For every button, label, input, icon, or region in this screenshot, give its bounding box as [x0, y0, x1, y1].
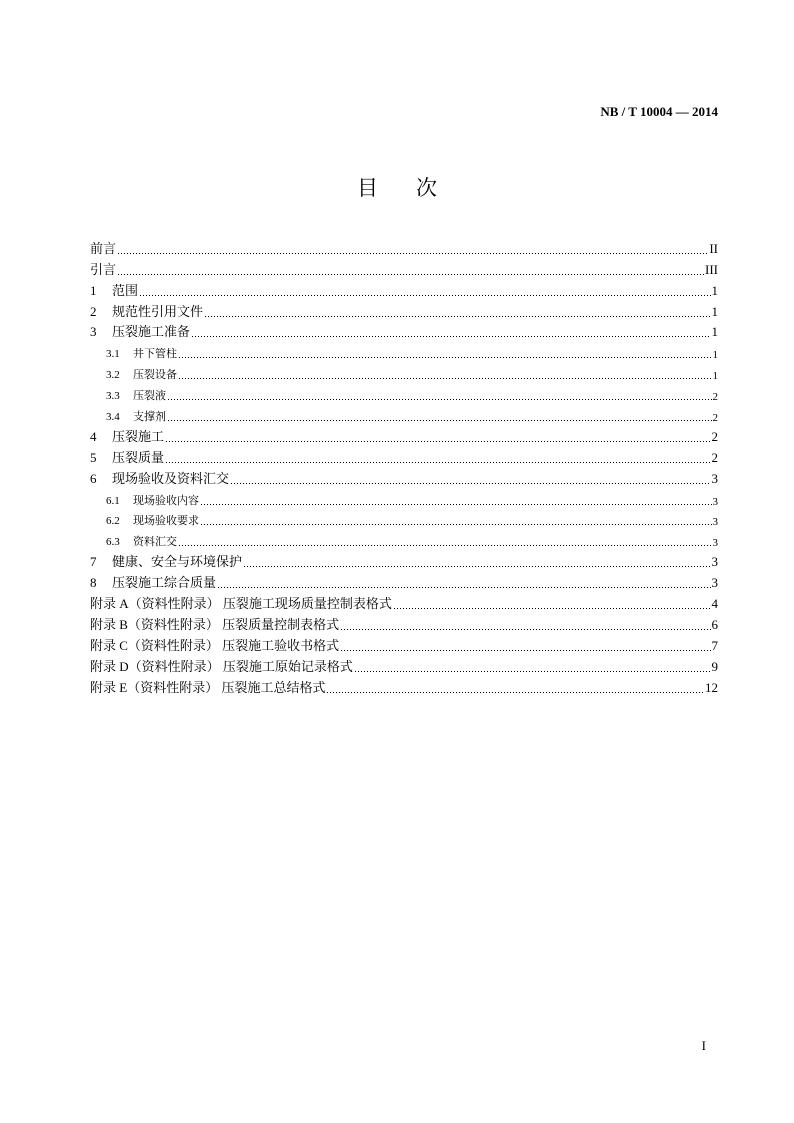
toc-entry-page: 1 [711, 303, 718, 319]
toc-entry-text: 附录 D（资料性附录） 压裂施工原始记录格式 [90, 658, 353, 674]
toc-entry-page: 1 [711, 324, 718, 340]
dot-leader [191, 325, 710, 338]
toc-entry-page: 2 [712, 412, 718, 425]
toc-entry-page: II [709, 240, 718, 256]
toc-entry-text: 支撑剂 [133, 411, 166, 424]
toc-entry-number: 3.4 [106, 411, 120, 424]
toc-entry-page: 2 [711, 428, 718, 444]
toc-entry[interactable] [90, 633, 718, 654]
toc-entry-page: 3 [712, 537, 718, 550]
toc-entry-text: 附录 C（资料性附录） 压裂施工验收书格式 [90, 637, 340, 653]
toc-entry-label [90, 301, 203, 320]
toc-entry-number: 7 [90, 554, 97, 570]
dot-leader [167, 411, 712, 422]
toc-entry-number: 3.2 [106, 369, 120, 382]
toc-entry-page: 3 [711, 554, 718, 570]
toc-entry-label [90, 238, 116, 257]
toc-entry-text: 压裂施工准备 [112, 324, 191, 340]
toc-entry-text: 引言 [90, 261, 117, 277]
toc-entry[interactable] [90, 320, 718, 341]
toc-entry-text: 现场验收要求 [133, 515, 199, 528]
standard-code: NB / T 10004 — 2014 [600, 104, 718, 119]
toc-entry[interactable] [90, 487, 718, 508]
toc-entry-label [90, 593, 392, 612]
toc-entry-label [90, 321, 190, 340]
toc-entry-number: 4 [90, 428, 97, 444]
toc-entry-number: 3.1 [106, 348, 120, 361]
toc-entry-text: 附录 E（资料性附录） 压裂施工总结格式 [90, 679, 326, 695]
toc-entry-label [90, 656, 353, 675]
toc-entry-label [90, 551, 242, 570]
dot-leader [243, 555, 710, 568]
dot-leader [230, 472, 710, 485]
toc-entry[interactable] [90, 591, 718, 612]
toc-entry-label [106, 345, 177, 361]
toc-entry-number: 6.3 [106, 536, 120, 549]
toc-entry-number: 6.1 [106, 494, 120, 507]
toc-entry-number: 2 [90, 303, 97, 319]
toc-entry[interactable] [90, 570, 718, 591]
toc-entry-number: 3 [90, 324, 97, 340]
toc-entry-label [106, 533, 177, 549]
dot-leader [178, 348, 712, 359]
toc-entry[interactable] [90, 424, 718, 445]
toc-entry-label [90, 572, 216, 591]
dot-leader [354, 660, 711, 673]
toc-entry-label [106, 492, 199, 508]
toc-entry-page: 3 [711, 575, 718, 591]
toc-entry-page: 9 [711, 658, 718, 674]
toc-entry-text: 前言 [90, 240, 117, 256]
toc-entry-number: 6.2 [106, 515, 120, 528]
toc-entry-label [90, 614, 339, 633]
toc-entry-label [90, 468, 229, 487]
toc-entry-label [90, 280, 138, 299]
toc-entry-label [90, 635, 339, 654]
toc-entry[interactable] [90, 257, 718, 278]
dot-leader [217, 576, 710, 589]
dot-leader [204, 305, 710, 318]
toc-entry-text: 规范性引用文件 [112, 303, 204, 319]
dot-leader [200, 515, 712, 526]
dot-leader [165, 430, 710, 443]
toc-entry-label [90, 447, 164, 466]
toc-entry-text: 现场验收内容 [133, 494, 199, 507]
toc-entry-text: 压裂质量 [112, 449, 165, 465]
toc-entry-label [106, 512, 199, 528]
toc-entry[interactable] [90, 654, 718, 675]
toc-entry-page: 6 [711, 616, 718, 632]
toc-entry-number: 8 [90, 575, 97, 591]
toc-entry-page: 4 [711, 596, 718, 612]
dot-leader [326, 681, 704, 694]
toc-entry-label [90, 426, 164, 445]
dot-leader [178, 369, 712, 380]
toc-entry-text: 压裂施工 [112, 428, 165, 444]
dot-leader [178, 536, 712, 547]
toc-entry-text: 压裂设备 [133, 369, 177, 382]
toc-entry[interactable] [90, 528, 718, 549]
page-number: I [701, 1038, 706, 1053]
toc-entry[interactable] [90, 466, 718, 487]
toc-entry[interactable] [90, 403, 718, 424]
toc-entry[interactable] [90, 278, 718, 299]
toc-entry-page: 1 [711, 282, 718, 298]
toc-entry-page: 3 [712, 495, 718, 508]
toc-entry-number: 1 [90, 282, 97, 298]
toc-entry-label [90, 677, 325, 696]
toc-entry-page: 12 [705, 679, 718, 695]
toc-entry-text: 健康、安全与环境保护 [112, 554, 243, 570]
toc-entry-page: 3 [712, 516, 718, 529]
toc-entry-text: 资料汇交 [133, 536, 177, 549]
toc-entry[interactable] [90, 675, 718, 696]
toc-entry-number: 3.3 [106, 390, 120, 403]
toc-entry-page: 1 [712, 349, 718, 362]
toc-entry-page: 2 [712, 391, 718, 404]
toc-entry[interactable] [90, 382, 718, 403]
toc-entry[interactable] [90, 549, 718, 570]
toc-entry[interactable] [90, 612, 718, 633]
dot-leader [200, 495, 712, 506]
toc-entry-label [90, 259, 116, 278]
dot-leader [117, 263, 704, 276]
toc-entry-page: 3 [711, 470, 718, 486]
toc-entry-label [106, 366, 177, 382]
toc-entry-label [106, 408, 166, 424]
toc-entry-page: III [705, 261, 718, 277]
toc-entry[interactable] [90, 445, 718, 466]
dot-leader [393, 597, 711, 610]
toc-entry[interactable] [90, 299, 718, 320]
toc-entry-page: 7 [711, 637, 718, 653]
dot-leader [340, 639, 710, 652]
toc-entry-text: 压裂施工综合质量 [112, 575, 217, 591]
toc-entry-page: 2 [711, 449, 718, 465]
toc-entry-number: 6 [90, 470, 97, 486]
toc-entry-text: 附录 A（资料性附录） 压裂施工现场质量控制表格式 [90, 596, 392, 612]
toc-entry[interactable] [90, 236, 718, 257]
toc-entry-page: 1 [712, 370, 718, 383]
dot-leader [165, 451, 710, 464]
toc-entry[interactable] [90, 340, 718, 361]
dot-leader [340, 618, 710, 631]
toc-entry-text: 压裂液 [133, 390, 166, 403]
toc-entry-text: 井下管柱 [133, 348, 177, 361]
toc-entry-number: 5 [90, 449, 97, 465]
dot-leader [117, 242, 708, 255]
toc-entry-text: 现场验收及资料汇交 [112, 470, 230, 486]
toc-entry-label [106, 387, 166, 403]
toc-entry[interactable] [90, 361, 718, 382]
toc-title: 目次 [357, 176, 475, 200]
dot-leader [139, 284, 710, 297]
toc-entry-text: 附录 B（资料性附录） 压裂质量控制表格式 [90, 616, 340, 632]
toc-entry-text: 范围 [112, 282, 139, 298]
dot-leader [167, 390, 712, 401]
table-of-contents [90, 236, 718, 696]
toc-entry[interactable] [90, 508, 718, 529]
